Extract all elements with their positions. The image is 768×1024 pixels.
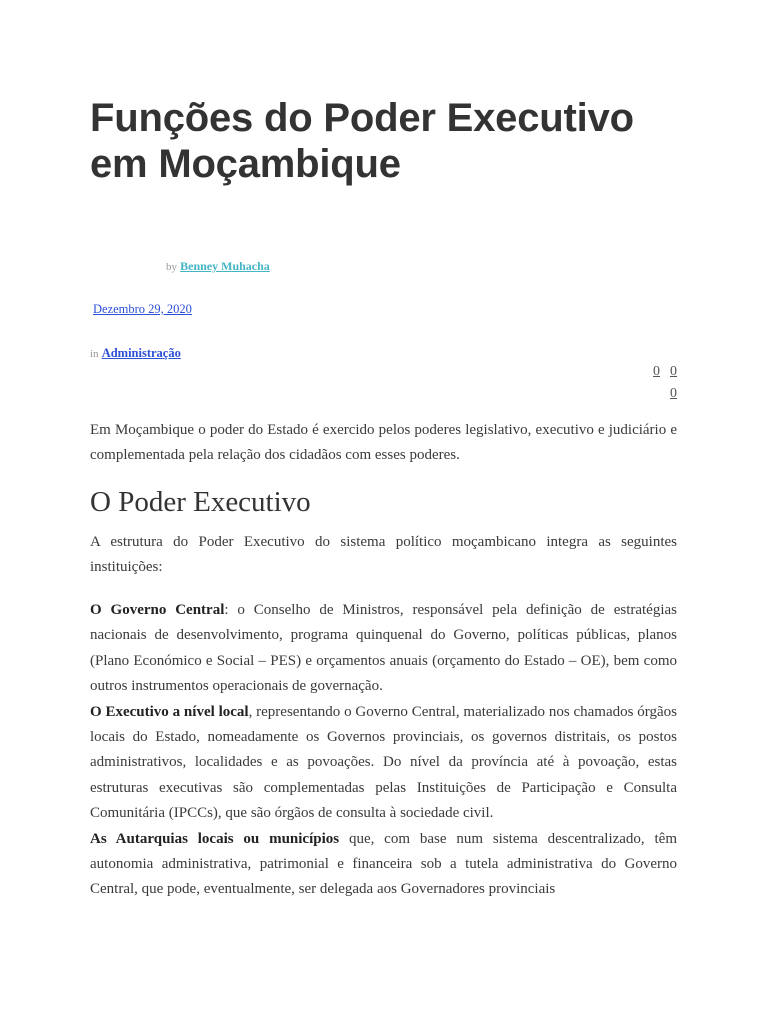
post-date: [93, 301, 192, 317]
intro-paragraph: Em Moçambique o poder do Estado é exercido pelos poderes legislativo, executivo e judiciário e complementada pela relação dos cidadãos com esses poderes.: [90, 422, 677, 463]
article-title: Funções do Poder Executivo em Moçambique: [90, 96, 634, 186]
author-link[interactable]: Benney Muhacha: [180, 259, 270, 273]
section-intro-paragraph: A estrutura do Poder Executivo do sistema político moçambicano integra as seguintes instituições:: [90, 534, 677, 575]
category-link[interactable]: Administração: [101, 346, 181, 360]
counters: [653, 361, 677, 405]
item-term: O Governo Central: [90, 602, 225, 618]
date-link[interactable]: Dezembro 29, 2020: [93, 302, 192, 316]
list-item: [90, 700, 677, 827]
counter-2[interactable]: 0: [670, 364, 677, 379]
item-description: que, com base num sistema descentralizado, têm autonomia administrativa, patrimonial e financeira sob a tutela administrativa do Governo Central, que pode, eventualmente, ser delegada aos Governadores provinciais: [90, 830, 677, 898]
section-heading: O Poder Executivo: [90, 486, 311, 518]
item-description: : o Conselho de Ministros, responsável pela definição de estratégias nacionais de desenvolvimento, programa quinquenal do Governo, políticas públicas, planos (Plano Económico e Social – PES) e orçamentos anuais (orçamento do Estado – OE), bem como outros instrumentos operacionais de governação.: [90, 602, 677, 695]
counter-row: [653, 361, 677, 383]
byline-prefix: by: [166, 261, 177, 273]
counter-1[interactable]: 0: [653, 364, 660, 379]
counter-3[interactable]: 0: [670, 386, 677, 401]
category-prefix: in: [90, 348, 99, 360]
counter-row: [653, 383, 677, 405]
byline: [166, 258, 270, 275]
post-category: [90, 345, 181, 362]
item-term: As Autarquias locais ou municípios: [90, 830, 340, 847]
item-term: O Executivo a nível local: [90, 703, 249, 720]
list-item: [90, 598, 677, 700]
institution-list: [90, 598, 677, 903]
item-description: , representando o Governo Central, materializado nos chamados órgãos locais do Estado, nomeadamente os Governos provinciais, os governos distritais, os postos administrativos, localidades e as povoações. Do nível da província até à povoação, estas estruturas executivas são complementadas pelas Instituições de Participação e Consulta Comunitária (IPCCs), que são órgãos de consulta à sociedade civil.: [90, 703, 677, 822]
article-body: [90, 418, 677, 903]
list-item: [90, 827, 677, 903]
